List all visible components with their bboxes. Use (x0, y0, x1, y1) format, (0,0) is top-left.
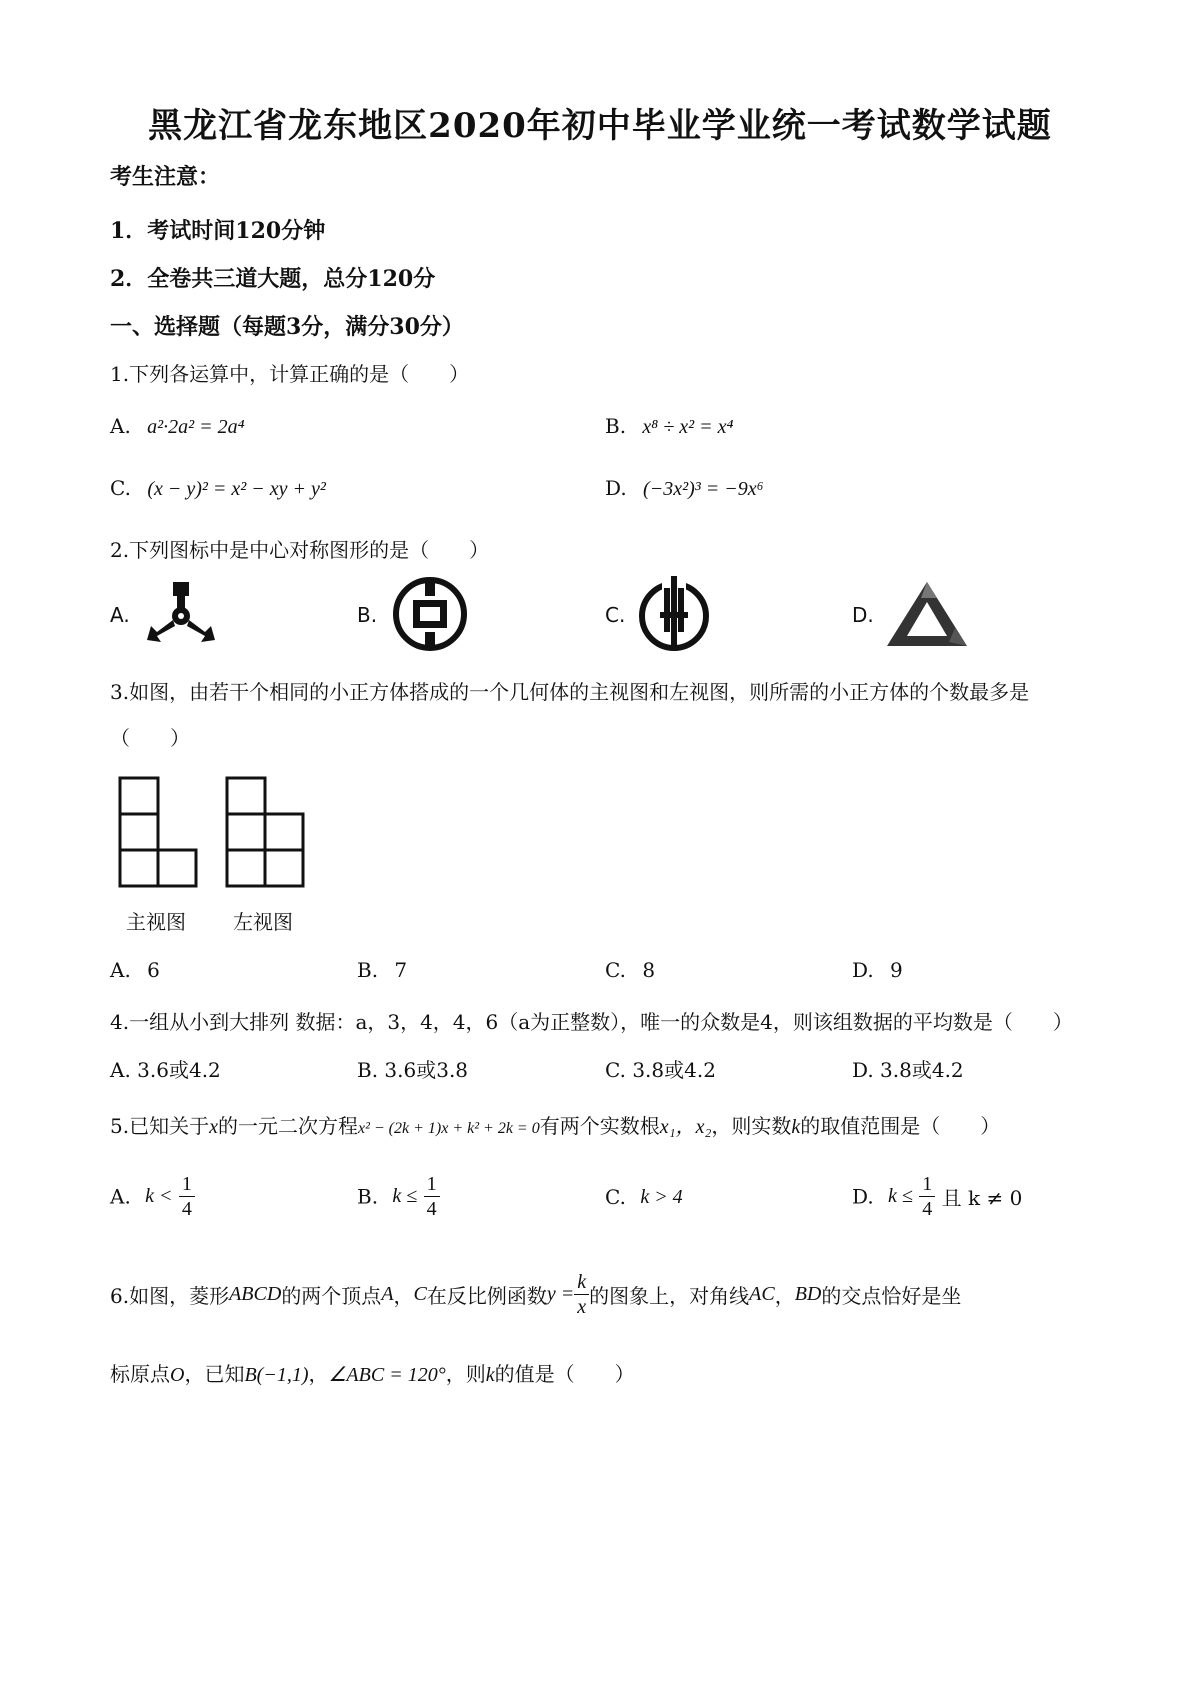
q4-option-b[interactable] (357, 1054, 468, 1083)
q6-stem-line2 (110, 1358, 635, 1387)
q4-option-a-label: A. (110, 1058, 131, 1082)
q1-option-b[interactable] (605, 414, 733, 439)
notice-item-2: 2．全卷共三道大题，总分120分 (110, 266, 436, 292)
q3-option-c-value: 8 (642, 958, 656, 982)
q4-option-b-label: B. (357, 1058, 379, 1082)
q6-stem-part: 的值是（ ） (494, 1362, 635, 1386)
q1-option-c-label: C. (110, 476, 131, 500)
q1-option-a-expression: a²·2a² = 2a⁴ (147, 416, 245, 438)
section-heading-choice: 一、选择题（每题3分，满分30分） (110, 314, 464, 340)
q1-option-c[interactable] (110, 476, 326, 501)
grain-emblem-logo-icon (638, 574, 710, 654)
q2-option-a[interactable] (110, 603, 130, 627)
q3-option-a-label: A. (110, 958, 131, 982)
q3-option-d[interactable] (852, 958, 903, 982)
q6-stem-part: 的交点恰好是坐 (821, 1284, 962, 1308)
q3-option-a[interactable] (110, 958, 160, 982)
q6-function-fraction (574, 1270, 589, 1319)
q1-option-d-expression: (−3x²)³ = −9x⁶ (643, 478, 764, 500)
q5-option-c-label: C. (605, 1185, 626, 1209)
q5-option-a[interactable] (110, 1172, 195, 1221)
q5-stem-part: 5.已知关于 (110, 1114, 210, 1138)
q3-option-c-label: C. (605, 958, 626, 982)
q5-option-d-label: D. (852, 1184, 874, 1209)
q6-angle: ∠ABC = 120° (328, 1364, 446, 1386)
q3-option-b-value: 7 (394, 958, 408, 982)
left-view-label: 左视图 (233, 910, 293, 934)
q1-option-a-label: A. (110, 414, 131, 438)
q1-option-a[interactable] (110, 414, 245, 439)
q3-option-a-value: 6 (147, 958, 160, 982)
q6-stem-part: ， (774, 1284, 795, 1308)
front-view-label: 主视图 (126, 910, 186, 934)
coin-ring-logo-icon (392, 576, 468, 652)
q5-option-d-inequality: k ≤ (888, 1185, 913, 1207)
notice-heading: 考生注意： (110, 164, 221, 190)
q2-option-a-label: A. (110, 603, 130, 627)
q3-stem: 3.如图，由若干个相同的小正方体搭成的一个几何体的主视图和左视图，则所需的小正方体的个数最多是 (110, 680, 1030, 704)
q5-stem-part: 的取值范围是（ ） (800, 1114, 1001, 1138)
q3-stem-continued: （ ） (110, 726, 190, 750)
q3-option-b[interactable] (357, 958, 407, 982)
q5-stem (110, 1110, 1000, 1139)
q5-option-b-inequality: k ≤ (392, 1185, 418, 1207)
fraction-numerator: k (574, 1270, 589, 1295)
q5-option-b-fraction (424, 1172, 440, 1221)
q4-option-d-label: D. (852, 1058, 874, 1082)
fraction-denominator: x (577, 1296, 587, 1318)
q5-option-b-label: B. (357, 1184, 379, 1209)
q6-origin: O (170, 1364, 185, 1386)
q2-stem: 2.下列图标中是中心对称图形的是（ ） (110, 538, 490, 562)
q1-option-b-label: B. (605, 414, 627, 438)
q5-roots: x₁，x₂ (659, 1116, 712, 1138)
q6-stem-part: 的两个顶点 (281, 1284, 382, 1308)
q1-stem: 1.下列各运算中，计算正确的是（ ） (110, 362, 470, 386)
q2-option-d-label: D. (852, 603, 874, 627)
q5-option-c-inequality: k > 4 (640, 1186, 683, 1208)
q3-option-d-value: 9 (890, 958, 903, 982)
q1-option-c-expression: (x − y)² = x² − xy + y² (147, 478, 326, 500)
fraction-numerator: 1 (919, 1172, 935, 1197)
q5-option-c[interactable] (605, 1172, 683, 1222)
notice-item-1: 1．考试时间120分钟 (110, 218, 326, 244)
q5-stem-part: 有两个实数根 (539, 1114, 660, 1138)
q6-stem-line1 (110, 1270, 961, 1319)
q5-stem-part: ，则实数 (711, 1114, 792, 1138)
q6-stem-part: 标原点 (110, 1362, 170, 1386)
left-view-figure (225, 776, 309, 888)
fraction-denominator: 4 (181, 1198, 192, 1220)
q3-option-c[interactable] (605, 958, 655, 982)
q4-option-c-value: 3.8或4.2 (632, 1058, 716, 1082)
fraction-denominator: 4 (922, 1198, 933, 1220)
q6-stem-part: ， (393, 1284, 414, 1308)
q6-stem-part: ， (308, 1362, 329, 1386)
q5-option-a-fraction (179, 1172, 195, 1221)
impossible-triangle-logo-icon (885, 580, 969, 648)
q2-option-c[interactable] (605, 603, 625, 627)
page-title: 黑龙江省龙东地区2020年初中毕业学业统一考试数学试题 (148, 106, 1052, 146)
q6-point-b: B(−1,1) (244, 1364, 309, 1386)
q5-option-d-fraction (919, 1172, 935, 1221)
q4-option-c[interactable] (605, 1054, 716, 1083)
q4-stem: 4.一组从小到大排列 数据：a，3，4，4，6（a为正整数），唯一的众数是4，则该组数据的平均数是（ ） (110, 1010, 1073, 1034)
fraction-denominator: 4 (426, 1198, 437, 1220)
q2-option-d[interactable] (852, 603, 874, 627)
q4-option-a-value: 3.6或4.2 (137, 1058, 221, 1082)
q5-equation: x² − (2k + 1)x + k² + 2k = 0 (357, 1120, 540, 1137)
q2-option-b-label: B. (357, 603, 378, 627)
q6-diagonal-ac: AC (749, 1283, 775, 1305)
q5-option-d-condition: 且 k ≠ 0 (941, 1186, 1023, 1210)
q6-diagonal-bd: BD (794, 1283, 822, 1305)
q5-option-d[interactable] (852, 1172, 1022, 1221)
fraction-numerator: 1 (179, 1172, 195, 1197)
q6-vertex-a: A (381, 1283, 394, 1305)
q5-option-a-label: A. (110, 1184, 131, 1209)
q2-option-c-label: C. (605, 603, 626, 627)
q4-option-d[interactable] (852, 1054, 964, 1083)
q6-stem-part: 6.如图，菱形 (110, 1284, 230, 1308)
q3-option-d-label: D. (852, 958, 874, 982)
q4-option-d-value: 3.8或4.2 (880, 1058, 964, 1082)
q6-stem-part: 在反比例函数 (426, 1284, 547, 1308)
q5-option-b[interactable] (357, 1172, 440, 1221)
q5-variable-k: k (791, 1116, 801, 1138)
q6-stem-part: 的图象上，对角线 (589, 1284, 750, 1308)
fraction-numerator: 1 (424, 1172, 440, 1197)
q6-function-lhs: y = (546, 1283, 575, 1305)
q1-option-d-label: D. (605, 476, 627, 500)
q6-rhombus-name: ABCD (229, 1283, 282, 1305)
q1-option-b-expression: x⁸ ÷ x² = x⁴ (642, 416, 734, 438)
q2-option-b[interactable] (357, 603, 377, 627)
front-view-figure (118, 776, 202, 888)
q4-option-a[interactable] (110, 1054, 221, 1083)
q3-option-b-label: B. (357, 958, 379, 982)
q4-option-b-value: 3.6或3.8 (384, 1058, 469, 1082)
q6-stem-part: ，已知 (184, 1362, 245, 1386)
q6-variable-k: k (485, 1364, 495, 1386)
q6-stem-part: ，则 (445, 1362, 486, 1386)
q5-option-a-inequality: k < (145, 1185, 173, 1207)
q4-option-c-label: C. (605, 1058, 626, 1082)
q5-variable-x: x (209, 1116, 218, 1138)
q6-vertex-c: C (413, 1283, 427, 1305)
q1-option-d[interactable] (605, 476, 764, 501)
q5-stem-part: 的一元二次方程 (217, 1114, 358, 1138)
three-arm-logo-icon (143, 580, 219, 648)
